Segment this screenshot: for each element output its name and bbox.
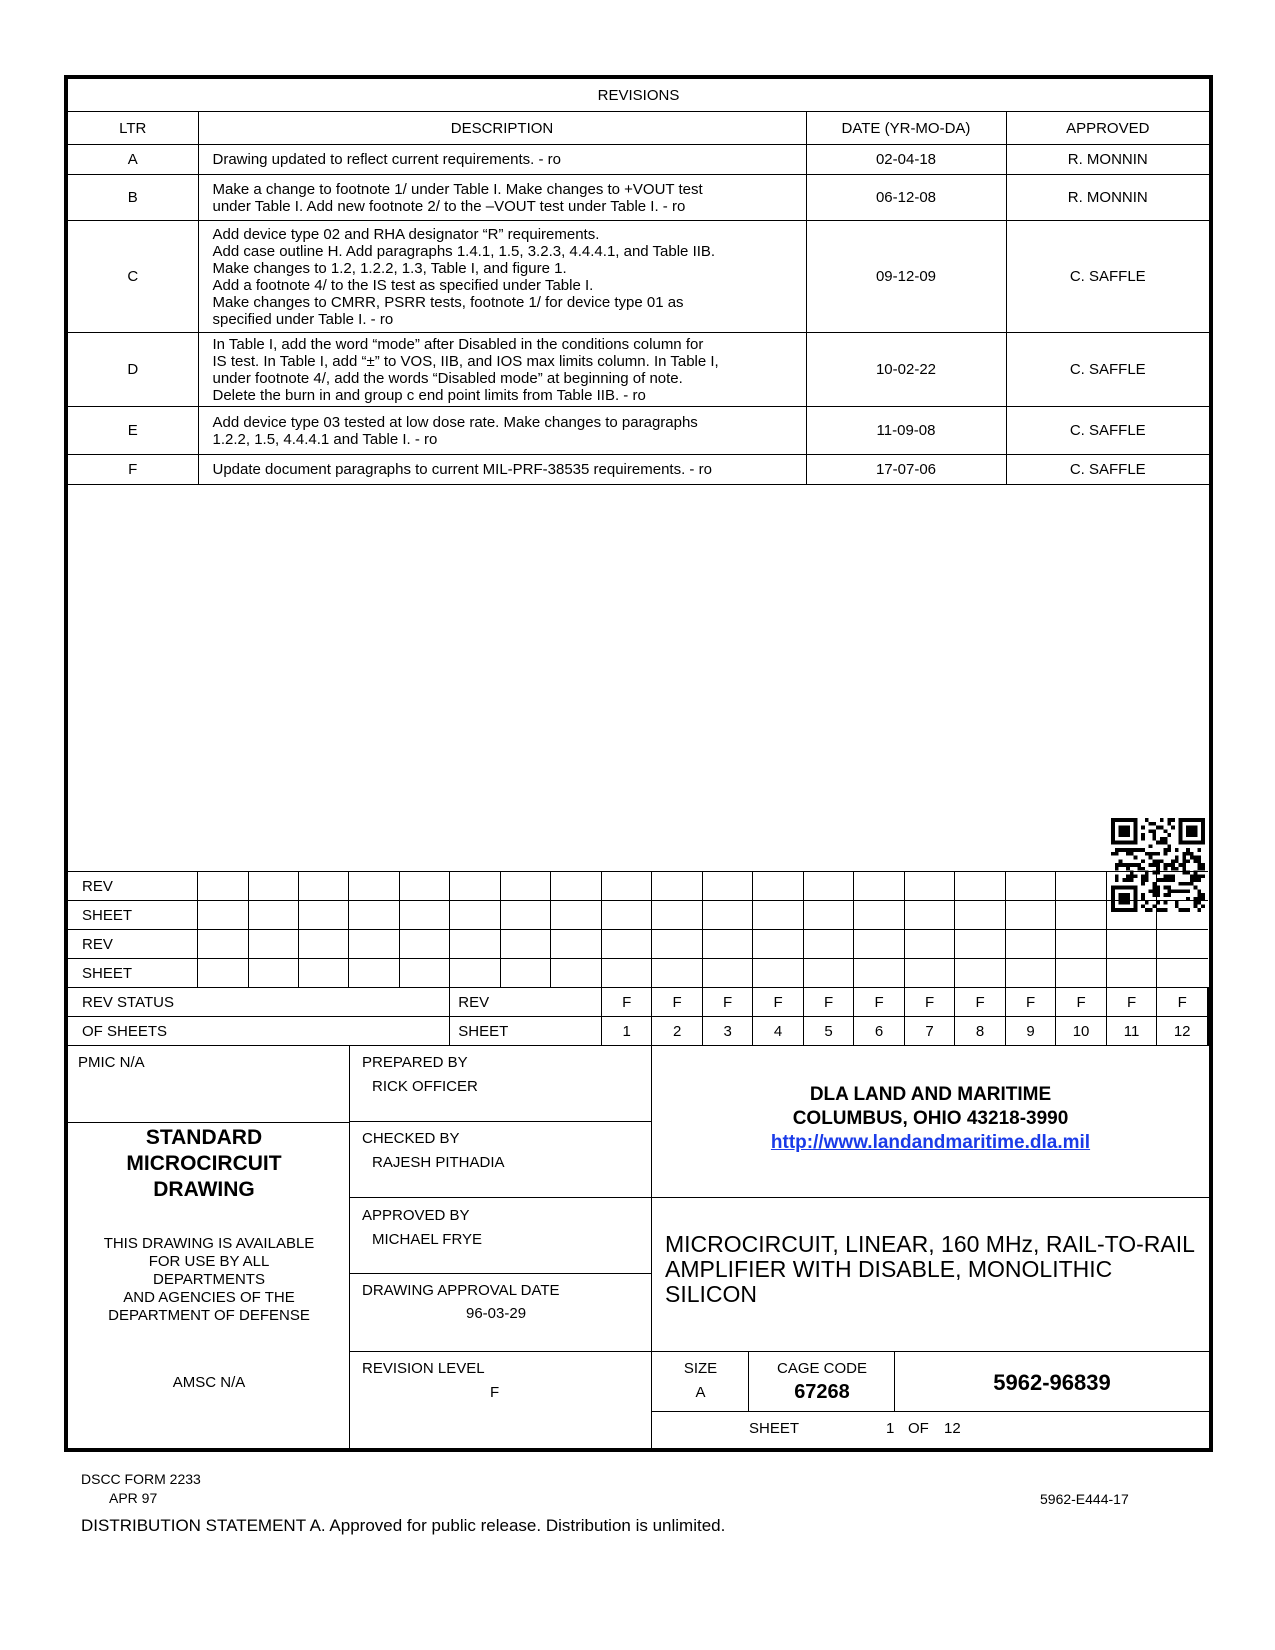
revision-approved: C. SAFFLE xyxy=(1006,455,1209,485)
empty-cell xyxy=(198,959,248,988)
empty-cell xyxy=(500,872,551,901)
empty-cell xyxy=(652,901,702,930)
empty-cell xyxy=(198,930,248,959)
empty-cell xyxy=(551,930,602,959)
revision-date: 06-12-08 xyxy=(806,175,1006,221)
sheet-cell xyxy=(652,1412,1209,1448)
empty-cell xyxy=(450,901,501,930)
empty-cell xyxy=(601,959,651,988)
sheet-value: 1 xyxy=(601,1017,651,1046)
empty-cell xyxy=(955,901,1005,930)
blank-rev-row xyxy=(68,872,1209,901)
agency-url-link[interactable]: http://www.landandmaritime.dla.mil xyxy=(770,1132,1091,1153)
document-title-line: SILICON xyxy=(665,1281,758,1307)
sheet-value: 8 xyxy=(955,1017,1005,1046)
revision-description xyxy=(198,145,806,175)
rev-value: F xyxy=(702,988,752,1017)
empty-cell xyxy=(652,930,702,959)
revisions-title: REVISIONS xyxy=(68,79,1209,112)
approval-date: 96-03-29 xyxy=(466,1305,527,1322)
empty-cell xyxy=(1056,959,1107,988)
empty-cell xyxy=(753,901,803,930)
empty-cell xyxy=(1005,901,1055,930)
empty-cell xyxy=(248,901,298,930)
empty-cell xyxy=(1056,901,1107,930)
empty-cell xyxy=(1157,930,1208,959)
document-title-line: MICROCIRCUIT, LINEAR, 160 MHz, RAIL-TO-RAIL xyxy=(665,1231,1195,1257)
approval-date-label: DRAWING APPROVAL DATE xyxy=(362,1282,560,1299)
agency-cell xyxy=(652,1045,1209,1198)
sheet-label: SHEET xyxy=(749,1420,800,1437)
empty-cell xyxy=(198,901,248,930)
form-number: DSCC FORM 2233 xyxy=(81,1471,201,1487)
empty-cell xyxy=(803,959,853,988)
revision-row xyxy=(68,145,1209,175)
empty-cell xyxy=(349,959,399,988)
header-description: DESCRIPTION xyxy=(198,112,806,145)
rev-value: F xyxy=(955,988,1005,1017)
empty-cell xyxy=(1209,1017,1210,1046)
approved-label: APPROVED BY xyxy=(362,1207,470,1224)
approved-name: MICHAEL FRYE xyxy=(372,1231,483,1248)
revision-description xyxy=(198,175,806,221)
amsc-text: AMSC N/A xyxy=(172,1374,246,1391)
empty-cell xyxy=(854,930,904,959)
empty-cell xyxy=(298,959,348,988)
amsc-cell xyxy=(68,1352,350,1448)
empty-cell xyxy=(450,930,501,959)
agency-line-1: DLA LAND AND MARITIME xyxy=(809,1084,1052,1105)
revision-approved: R. MONNIN xyxy=(1006,145,1209,175)
row-label: SHEET xyxy=(68,901,198,930)
description-line: Add case outline H. Add paragraphs 1.4.1, 1.5, 3.2.3, 4.4.4.1, and Table IIB. xyxy=(212,242,716,260)
description-line: Make changes to CMRR, PSRR tests, footnote 1/ for device type 01 as xyxy=(212,293,684,311)
empty-cell xyxy=(298,872,348,901)
empty-cell xyxy=(854,872,904,901)
empty-cell xyxy=(1056,930,1107,959)
revision-date: 17-07-06 xyxy=(806,455,1006,485)
standard-cell xyxy=(68,1122,350,1352)
description-line: Add device type 02 and RHA designator “R” requirements. xyxy=(212,225,600,243)
revision-date: 10-02-22 xyxy=(806,333,1006,407)
empty-cell xyxy=(1005,959,1055,988)
rev-value: F xyxy=(753,988,803,1017)
sheet-value: 12 xyxy=(1157,1017,1208,1046)
pmic-text: PMIC N/A xyxy=(78,1054,145,1071)
revision-approved: C. SAFFLE xyxy=(1006,333,1209,407)
revision-row xyxy=(68,333,1209,407)
empty-cell xyxy=(399,901,449,930)
revision-letter: A xyxy=(68,145,198,175)
revision-approved: C. SAFFLE xyxy=(1006,407,1209,455)
empty-cell xyxy=(803,901,853,930)
revision-row xyxy=(68,455,1209,485)
revision-description xyxy=(198,455,806,485)
doc-number-cell xyxy=(895,1352,1209,1412)
availability-line: FOR USE BY ALL xyxy=(148,1253,270,1270)
sheet-value: 3 xyxy=(702,1017,752,1046)
empty-cell xyxy=(1106,872,1157,901)
empty-cell xyxy=(551,959,602,988)
empty-cell xyxy=(702,959,752,988)
empty-cell xyxy=(551,872,602,901)
row-label: SHEET xyxy=(68,959,198,988)
empty-cell xyxy=(601,930,651,959)
prepared-label: PREPARED BY xyxy=(362,1054,468,1071)
size-label: SIZE xyxy=(683,1360,718,1377)
header-date: DATE (YR-MO-DA) xyxy=(806,112,1006,145)
sheet-number: 1 xyxy=(886,1420,895,1437)
empty-cell xyxy=(1056,872,1107,901)
empty-cell xyxy=(753,959,803,988)
empty-cell xyxy=(298,930,348,959)
description-line: Update document paragraphs to current MIL-PRF-38535 requirements. - ro xyxy=(212,461,712,478)
empty-cell xyxy=(652,959,702,988)
description-line: Add a footnote 4/ to the IS test as specified under Table I. xyxy=(212,276,594,294)
empty-cell xyxy=(601,901,651,930)
rev-value: F xyxy=(601,988,651,1017)
header-approved: APPROVED xyxy=(1006,112,1209,145)
document-title xyxy=(665,1232,1195,1307)
rev-status-grid xyxy=(68,871,1209,1046)
availability-line: DEPARTMENT OF DEFENSE xyxy=(108,1307,310,1324)
sheet-value: 10 xyxy=(1056,1017,1107,1046)
empty-cell xyxy=(349,930,399,959)
description-line: specified under Table I. - ro xyxy=(212,310,394,328)
availability-statement xyxy=(68,1235,350,1325)
sheet-label: SHEET xyxy=(450,1017,602,1046)
availability-line: THIS DRAWING IS AVAILABLE xyxy=(103,1235,315,1252)
revision-approved: R. MONNIN xyxy=(1006,175,1209,221)
description-line: 1.2.2, 1.5, 4.4.4.1 and Table I. - ro xyxy=(212,430,438,448)
of-sheets-row xyxy=(68,1017,1209,1046)
form-date: APR 97 xyxy=(109,1490,158,1506)
empty-cell xyxy=(1157,959,1208,988)
empty-cell xyxy=(1106,959,1157,988)
empty-cell xyxy=(753,930,803,959)
empty-cell xyxy=(904,930,954,959)
approval-date-cell xyxy=(350,1274,652,1352)
revision-date: 02-04-18 xyxy=(806,145,1006,175)
revision-date: 11-09-08 xyxy=(806,407,1006,455)
sheet-value: 4 xyxy=(753,1017,803,1046)
description-line: Add device type 03 tested at low dose rate. Make changes to paragraphs xyxy=(212,413,698,431)
agency-name xyxy=(652,1083,1209,1155)
empty-cell xyxy=(248,959,298,988)
prepared-name: RICK OFFICER xyxy=(372,1078,478,1095)
doc-title-cell xyxy=(652,1198,1209,1352)
rev-value: F xyxy=(803,988,853,1017)
empty-cell xyxy=(1209,988,1210,1017)
rev-value: F xyxy=(1056,988,1107,1017)
empty-cell xyxy=(904,959,954,988)
revision-row xyxy=(68,175,1209,221)
empty-cell xyxy=(854,959,904,988)
sheet-value: 9 xyxy=(1005,1017,1055,1046)
sheet-value: 11 xyxy=(1106,1017,1157,1046)
rev-label: REV xyxy=(450,988,602,1017)
empty-cell xyxy=(349,901,399,930)
empty-cell xyxy=(248,930,298,959)
standard-drawing-title: STANDARD MICROCIRCUIT DRAWING xyxy=(126,1126,282,1201)
cage-code: 67268 xyxy=(794,1381,850,1403)
sheet-value: 2 xyxy=(652,1017,702,1046)
empty-cell xyxy=(803,872,853,901)
revision-row xyxy=(68,407,1209,455)
empty-cell xyxy=(1005,872,1055,901)
rev-value: F xyxy=(854,988,904,1017)
approved-cell xyxy=(350,1198,652,1274)
rev-value: F xyxy=(652,988,702,1017)
empty-cell xyxy=(399,872,449,901)
blank-rev-row xyxy=(68,930,1209,959)
sheet-value: 5 xyxy=(803,1017,853,1046)
empty-cell xyxy=(349,872,399,901)
header-ltr: LTR xyxy=(68,112,198,145)
empty-cell xyxy=(1106,930,1157,959)
empty-cell xyxy=(1157,901,1208,930)
revision-level-cell xyxy=(350,1352,652,1448)
empty-cell xyxy=(955,930,1005,959)
empty-cell xyxy=(955,872,1005,901)
revision-description xyxy=(198,407,806,455)
empty-cell xyxy=(955,959,1005,988)
empty-cell xyxy=(399,959,449,988)
empty-cell xyxy=(702,901,752,930)
revision-letter: B xyxy=(68,175,198,221)
blank-sheet-row xyxy=(68,959,1209,988)
revision-date: 09-12-09 xyxy=(806,221,1006,333)
empty-cell xyxy=(399,930,449,959)
empty-cell xyxy=(904,872,954,901)
empty-cell xyxy=(1106,901,1157,930)
document-code: 5962-E444-17 xyxy=(1040,1491,1129,1507)
empty-cell xyxy=(803,930,853,959)
rev-value: F xyxy=(1157,988,1208,1017)
sheet-value: 7 xyxy=(904,1017,954,1046)
document-title-line: AMPLIFIER WITH DISABLE, MONOLITHIC xyxy=(665,1256,1113,1282)
revision-letter: C xyxy=(68,221,198,333)
availability-line: AND AGENCIES OF THE xyxy=(123,1289,295,1306)
empty-cell xyxy=(702,930,752,959)
sheet-total: 12 xyxy=(944,1420,961,1437)
description-line: Make a change to footnote 1/ under Table I. Make changes to +VOUT test xyxy=(212,180,703,198)
empty-cell xyxy=(450,872,501,901)
checked-name: RAJESH PITHADIA xyxy=(372,1154,505,1171)
rev-value: F xyxy=(1005,988,1055,1017)
availability-line: DEPARTMENTS xyxy=(153,1271,265,1288)
size-value: A xyxy=(695,1384,706,1401)
revision-level-label: REVISION LEVEL xyxy=(362,1360,485,1377)
description-line: Drawing updated to reflect current requirements. - ro xyxy=(212,151,561,168)
rev-value: F xyxy=(1106,988,1157,1017)
cage-label: CAGE CODE xyxy=(776,1360,867,1377)
empty-cell xyxy=(601,872,651,901)
drawing-frame xyxy=(64,75,1213,1452)
checked-cell xyxy=(350,1122,652,1198)
rev-value: F xyxy=(904,988,954,1017)
description-line: IS test. In Table I, add “±” to VOS, IIB, and IOS max limits column. In Table I, xyxy=(212,352,719,370)
distribution-statement: DISTRIBUTION STATEMENT A. Approved for public release. Distribution is unlimited. xyxy=(81,1516,726,1535)
rev-status-row xyxy=(68,988,1209,1017)
row-label: REV xyxy=(68,872,198,901)
empty-cell xyxy=(198,872,248,901)
revision-letter: E xyxy=(68,407,198,455)
sheet-value: 6 xyxy=(854,1017,904,1046)
document-number: 5962-96839 xyxy=(993,1370,1111,1395)
empty-cell xyxy=(1157,872,1208,901)
description-line: Make changes to 1.2, 1.2.2, 1.3, Table I, and figure 1. xyxy=(212,259,567,277)
empty-cell xyxy=(298,901,348,930)
empty-cell xyxy=(702,872,752,901)
revision-row xyxy=(68,221,1209,333)
revision-letter: F xyxy=(68,455,198,485)
description-line: under footnote 4/, add the words “Disabled mode” at beginning of note. xyxy=(212,369,683,387)
description-line: under Table I. Add new footnote 2/ to the –VOUT test under Table I. - ro xyxy=(212,197,686,215)
revision-description xyxy=(198,221,806,333)
sheet-of: OF xyxy=(908,1420,929,1437)
of-sheets-label: OF SHEETS xyxy=(68,1017,450,1046)
empty-cell xyxy=(500,901,551,930)
blank-sheet-row xyxy=(68,901,1209,930)
revision-level: F xyxy=(490,1384,500,1401)
empty-cell xyxy=(450,959,501,988)
revision-description xyxy=(198,333,806,407)
revision-approved: C. SAFFLE xyxy=(1006,221,1209,333)
row-label: REV xyxy=(68,930,198,959)
revision-letter: D xyxy=(68,333,198,407)
revisions-table xyxy=(68,79,1209,485)
prepared-cell xyxy=(350,1045,652,1122)
empty-cell xyxy=(652,872,702,901)
empty-cell xyxy=(551,901,602,930)
empty-cell xyxy=(248,872,298,901)
size-cell xyxy=(652,1352,749,1412)
empty-cell xyxy=(1005,930,1055,959)
empty-cell xyxy=(500,959,551,988)
rev-status-label: REV STATUS xyxy=(68,988,450,1017)
empty-cell xyxy=(854,901,904,930)
checked-label: CHECKED BY xyxy=(362,1130,460,1147)
pmic-cell xyxy=(68,1045,350,1122)
description-line: In Table I, add the word “mode” after Disabled in the conditions column for xyxy=(212,335,704,353)
empty-cell xyxy=(500,930,551,959)
agency-line-2: COLUMBUS, OHIO 43218-3990 xyxy=(792,1108,1069,1129)
empty-cell xyxy=(753,872,803,901)
cage-cell xyxy=(749,1352,895,1412)
description-line: Delete the burn in and group c end point limits from Table IIB. - ro xyxy=(212,386,646,404)
empty-cell xyxy=(904,901,954,930)
